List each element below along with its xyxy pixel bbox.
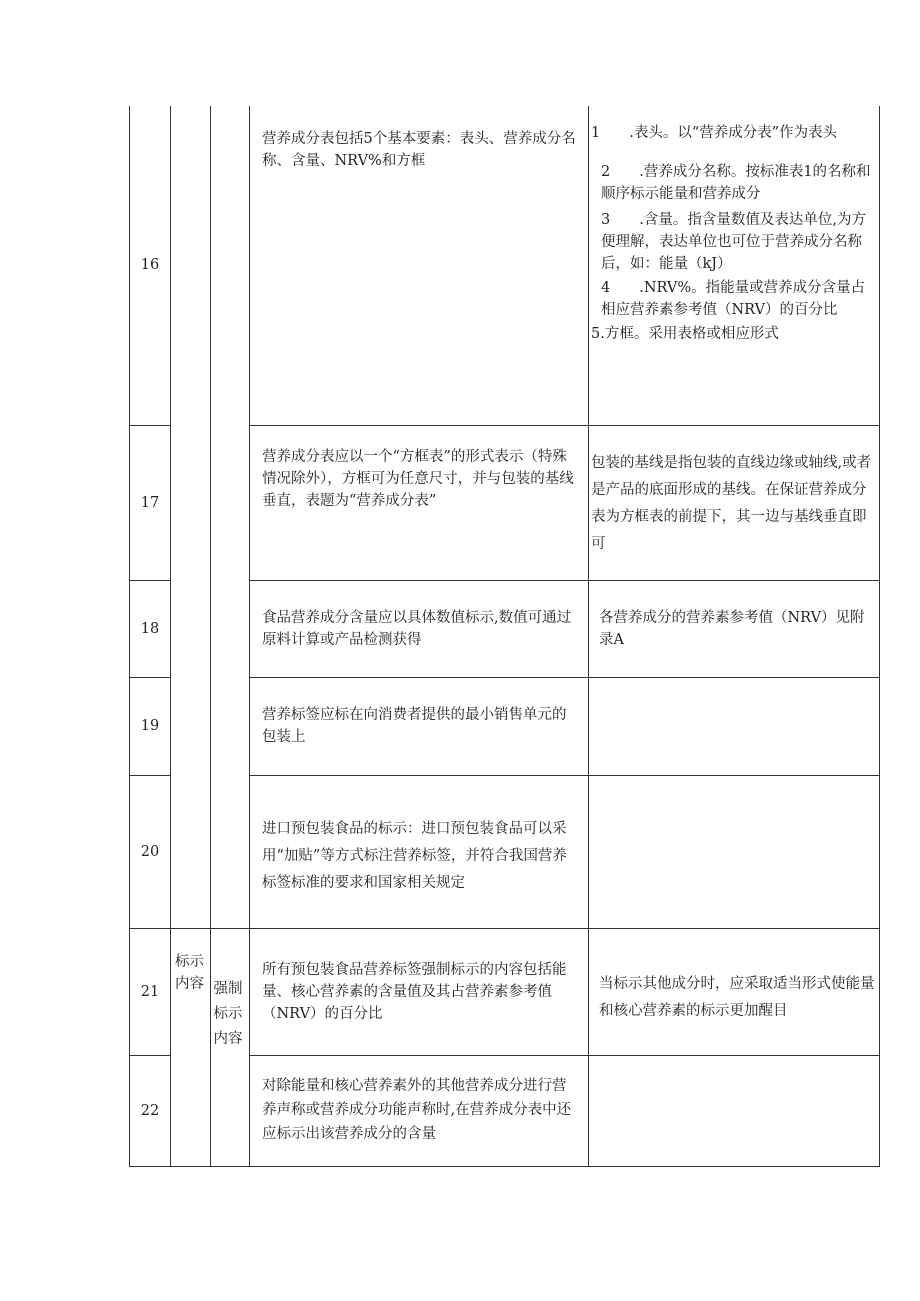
category-label: 标示内容 — [175, 953, 204, 992]
requirement-text: 食品营养成分含量应以具体数值标示,数值可通过原料计算或产品检测获得 — [250, 580, 589, 677]
row-number: 19 — [130, 677, 171, 775]
requirement-text: 营养标签应标在向消费者提供的最小销售单元的包装上 — [250, 677, 589, 775]
note-item: 1 .表头。以“营养成分表”作为表头 — [591, 125, 838, 141]
note-text — [589, 775, 880, 928]
subcategory-cell — [211, 928, 250, 1166]
requirements-table — [129, 106, 880, 1167]
subcategory-cell-empty — [211, 106, 250, 928]
note-cell — [589, 106, 880, 425]
category-cell-empty — [171, 106, 211, 928]
row-number: 21 — [130, 928, 171, 1055]
note-text — [589, 677, 880, 775]
requirement-text: 营养成分表包括5个基本要素：表头、营养成分名称、含量、NRV%和方框 — [250, 106, 589, 425]
row-number: 22 — [130, 1055, 171, 1166]
note-item: 3 .含量。指含量数值及表达单位,为方便理解，表达单位也可位于营养成分名称后，如：能量（kJ） — [601, 212, 866, 272]
note-item: 4 .NRV%。指能量或营养成分含量占相应营养素参考值（NRV）的百分比 — [601, 280, 866, 318]
table-row — [130, 928, 880, 1055]
requirement-text: 营养成分表应以一个“方框表”的形式表示（特殊情况除外），方框可为任意尺寸，并与包装的基线垂直，表题为“营养成分表” — [250, 425, 589, 580]
row-number: 20 — [130, 775, 171, 928]
subcategory-label: 强制标示内容 — [213, 980, 243, 1047]
note-item: 5.方框。采用表格或相应形式 — [591, 326, 779, 342]
row-number: 17 — [130, 425, 171, 580]
note-text: 各营养成分的营养素参考值（NRV）见附录A — [589, 580, 880, 677]
category-cell — [171, 928, 211, 1166]
note-text: 当标示其他成分时，应采取适当形式使能量和核心营养素的标示更加醒目 — [589, 928, 880, 1055]
note-text: 包装的基线是指包装的直线边缘或轴线,或者是产品的底面形成的基线。在保证营养成分表为方框表的前提下，其一边与基线垂直即可 — [589, 425, 880, 580]
requirement-text: 进口预包装食品的标示：进口预包装食品可以采用“加贴”等方式标注营养标签，并符合我国营养标签标准的要求和国家相关规定 — [250, 775, 589, 928]
requirement-text: 对除能量和核心营养素外的其他营养成分进行营养声称或营养成分功能声称时,在营养成分表中还应标示出该营养成分的含量 — [250, 1055, 589, 1166]
row-number: 16 — [130, 106, 171, 425]
row-number: 18 — [130, 580, 171, 677]
note-item: 2 .营养成分名称。按标准表1的名称和顺序标示能量和营养成分 — [601, 164, 871, 202]
note-text — [589, 1055, 880, 1166]
requirement-text: 所有预包装食品营养标签强制标示的内容包括能量、核心营养素的含量值及其占营养素参考值（NRV）的百分比 — [250, 928, 589, 1055]
table-row — [130, 106, 880, 425]
